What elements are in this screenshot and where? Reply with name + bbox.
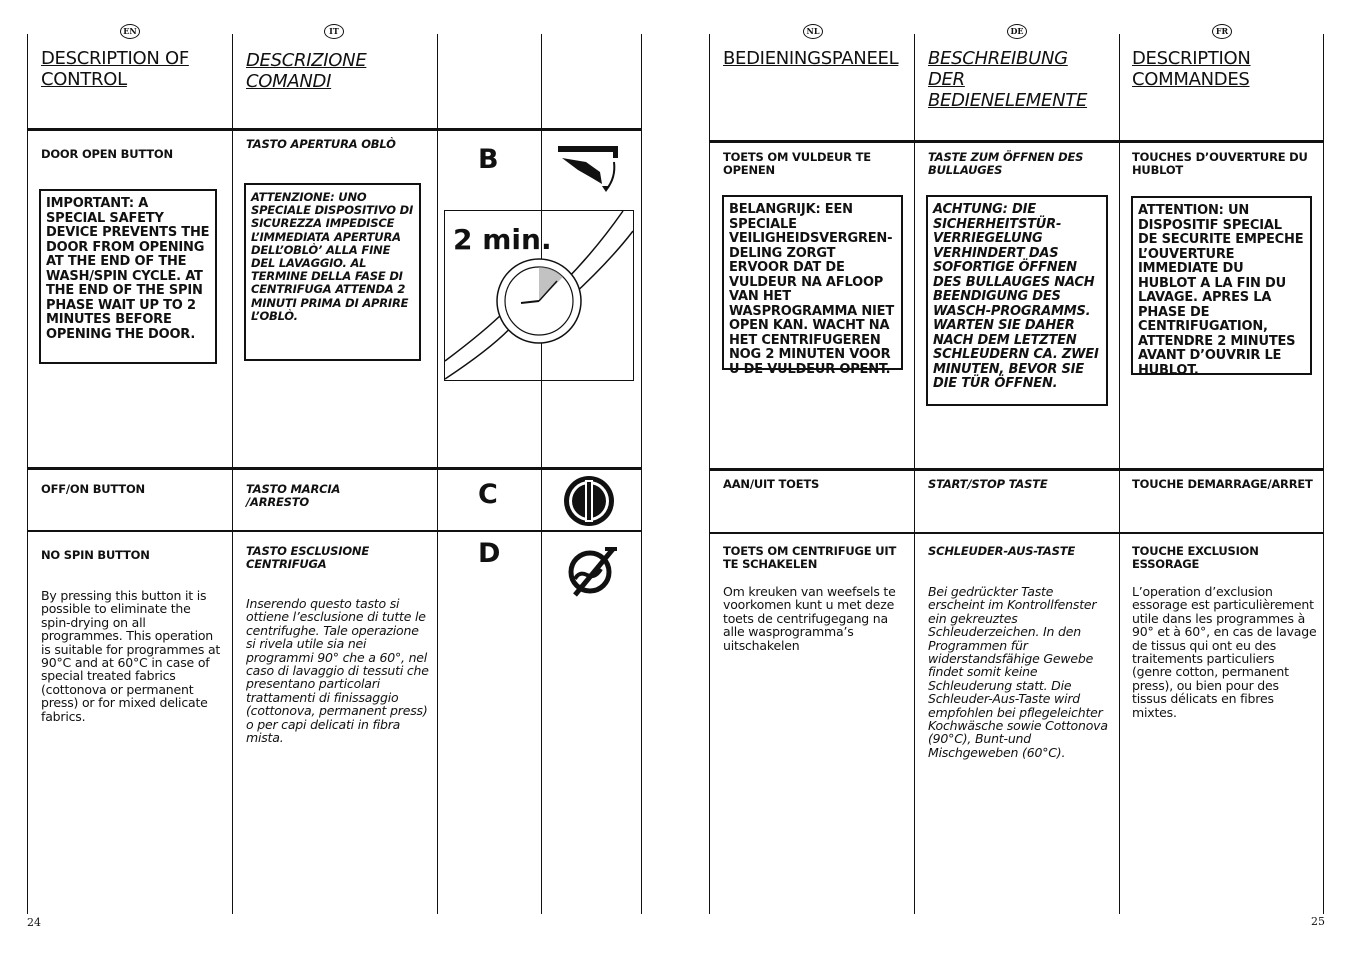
nospin-label-nl: TOETS OM CENTRIFUGE UIT TE SCHAKELEN bbox=[723, 544, 897, 571]
nospin-label-fr: TOUCHE EXCLUSION ESSORAGE bbox=[1132, 544, 1259, 571]
no-spin-icon bbox=[565, 545, 619, 599]
language-badge-it: IT bbox=[324, 24, 344, 39]
section-title-de: BESCHREIBUNG DER BEDIENELEMENTE bbox=[928, 48, 1088, 111]
onoff-label-nl: AAN/UIT TOETS bbox=[723, 477, 820, 491]
section-title-en: DESCRIPTION OF CONTROL bbox=[41, 48, 189, 90]
onoff-label-fr: TOUCHE DEMARRAGE/ARRET bbox=[1132, 477, 1313, 491]
timer-label: 2 min. bbox=[453, 223, 552, 256]
language-badge-de: DE bbox=[1007, 24, 1027, 39]
door-open-label-fr: TOUCHES D’OUVERTURE DU HUBLOT bbox=[1132, 150, 1308, 177]
language-badge-en: EN bbox=[120, 24, 140, 39]
nospin-label-en: NO SPIN BUTTON bbox=[41, 548, 150, 562]
door-open-label-it: TASTO APERTURA OBLÒ bbox=[246, 137, 396, 151]
section-title-it: DESCRIZIONE COMANDI bbox=[246, 50, 367, 92]
nospin-text-nl: Om kreuken van weefsels te voorkomen kunt u met deze toets de centrifugegang na alle wasprogramma’s uitschakelen bbox=[723, 584, 896, 653]
language-badge-nl: NL bbox=[803, 24, 823, 39]
door-open-label-en: DOOR OPEN BUTTON bbox=[41, 147, 173, 161]
column-divider bbox=[914, 34, 915, 914]
column-divider bbox=[641, 34, 642, 914]
watch-icon bbox=[445, 211, 633, 380]
door-open-icon bbox=[556, 144, 620, 194]
row-divider bbox=[709, 532, 1324, 534]
section-title-fr: DESCRIPTION COMMANDES bbox=[1132, 48, 1251, 90]
door-open-label-de: TASTE ZUM ÖFFNEN DES BULLAUGES bbox=[928, 150, 1084, 177]
nospin-label-it: TASTO ESCLUSIONE CENTRIFUGA bbox=[246, 544, 369, 571]
row-divider bbox=[709, 468, 1324, 471]
nospin-label-de: SCHLEUDER-AUS-TASTE bbox=[928, 544, 1076, 558]
row-divider bbox=[27, 530, 641, 532]
section-title-nl: BEDIENINGSPANEEL bbox=[723, 48, 899, 69]
column-divider bbox=[709, 34, 710, 914]
key-letter-c: C bbox=[478, 479, 498, 510]
column-divider bbox=[1119, 34, 1120, 914]
warning-box-en: IMPORTANT: A SPECIAL SAFETY DEVICE PREVENTS THE DOOR FROM OPENING AT THE END OF THE WASH/SPIN CYCLE. AT THE END OF THE SPIN PHASE WAIT UP TO 2 MINUTES BEFORE OPENING THE DOOR. bbox=[39, 189, 217, 364]
warning-box-de: ACHTUNG: DIE SICHERHEITSTÜR- VERRIEGELUNG VERHINDERT DAS SOFORTIGE ÖFFNEN DES BULLAUGES NACH BEENDIGUNG DES WASCH-PROGRAMMS. WARTEN SIE DAHER NACH DEM LETZTEN SCHLEUDERN CA. ZWEI MINUTEN, BEVOR SIE DIE TÜR ÖFFNEN. bbox=[926, 195, 1108, 406]
language-badge-fr: FR bbox=[1212, 24, 1232, 39]
column-divider bbox=[437, 34, 438, 914]
nospin-text-de: Bei gedrückter Taste erscheint im Kontrollfenster ein gekreuztes Schleuderzeichen. In den Programmen für widerstandsfähige Gewebe findet somit keine Schleuderung statt. Die Schleuder-Aus-Taste wird empfohlen bei pflegeleichter Kochwäsche sowie Cottonova (90°C), Bunt-und Mischgeweben (60°C). bbox=[928, 584, 1108, 760]
nospin-text-it: Inserendo questo tasto si ottiene l’esclusione di tutte le centrifughe. Tale operazione si rivela utile sia nei programmi 90° che a 60°, nel caso di lavaggio di tessuti che presentano particolari trattamenti di finissaggio (cottonova, permanent press) o per capi delicati in fibra mista. bbox=[246, 596, 429, 746]
warning-box-nl: BELANGRIJK: EEN SPECIALE VEILIGHEIDSVERGREN- DELING ZORGT ERVOOR DAT DE VULDEUR NA AFLOOP VAN HET WASPROGRAMMA NIET OPEN KAN. WACHT NA HET CENTRIFUGEREN NOG 2 MINUTEN VOOR U DE VULDEUR OPENT. bbox=[722, 195, 903, 370]
row-divider bbox=[709, 140, 1324, 143]
column-divider bbox=[232, 34, 233, 914]
door-open-label-nl: TOETS OM VULDEUR TE OPENEN bbox=[723, 150, 871, 177]
power-icon bbox=[562, 474, 616, 528]
warning-box-it: ATTENZIONE: UNO SPECIALE DISPOSITIVO DI SICUREZZA IMPEDISCE L’IMMEDIATA APERTURA DELL’OBLÒ’ ALLA FINE DEL LAVAGGIO. AL TERMINE DELLA FASE DI CENTRIFUGA ATTENDA 2 MINUTI PRIMA DI APRIRE L’OBLÒ. bbox=[244, 183, 421, 361]
column-divider bbox=[541, 34, 542, 914]
onoff-label-en: OFF/ON BUTTON bbox=[41, 482, 145, 496]
page-number-left: 24 bbox=[27, 916, 41, 929]
warning-box-fr: ATTENTION: UN DISPOSITIF SPECIAL DE SECURITE EMPECHE L’OUVERTURE IMMEDIATE DU HUBLOT A LA FIN DU LAVAGE. APRES LA PHASE DE CENTRIFUGATION, ATTENDRE 2 MINUTES AVANT D’OUVRIR LE HUBLOT. bbox=[1131, 196, 1312, 375]
onoff-label-it: TASTO MARCIA /ARRESTO bbox=[246, 482, 341, 509]
row-divider bbox=[27, 467, 641, 470]
key-letter-b: B bbox=[478, 144, 499, 175]
watch-illustration bbox=[444, 210, 634, 381]
nospin-text-en: By pressing this button it is possible to eliminate the spin-drying on all programmes. This operation is suitable for programmes at 90°C and at 60°C in case of special treated fabrics (cottonova or permanent press) or for mixed delicate fabrics. bbox=[41, 588, 221, 724]
column-divider bbox=[1323, 34, 1324, 914]
column-divider bbox=[27, 34, 28, 914]
onoff-label-de: START/STOP TASTE bbox=[928, 477, 1048, 491]
row-divider bbox=[27, 128, 641, 131]
page-number-right: 25 bbox=[1311, 915, 1325, 928]
nospin-text-fr: L’operation d’exclusion essorage est particulièrement utile dans les programmes à 90° et à 60°, en cas de lavage de tissus qui ont eu des traitements particuliers (genre cotton, permanent press), ou bien pour des tissus délicats en fibres mixtes. bbox=[1132, 584, 1317, 720]
key-letter-d: D bbox=[478, 538, 501, 569]
